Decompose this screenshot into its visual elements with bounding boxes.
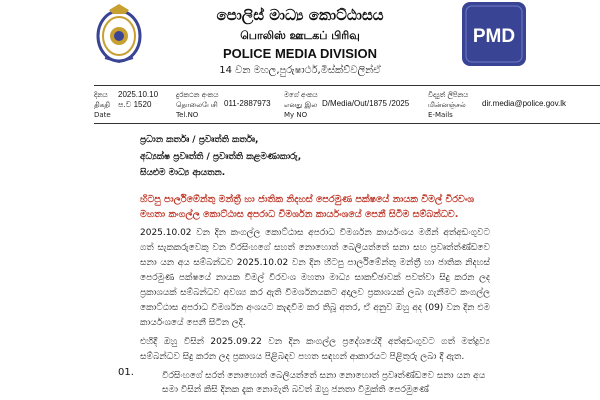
address: 14 වන මහල,පුරුෂාර්ථ,මිස්ක්ව්වලින්ඒ xyxy=(219,65,381,76)
date-label-si: දිනය xyxy=(94,91,108,99)
title-sinhala: පොලිස් මාධ්‍ය කොට්ඨාසය xyxy=(216,6,384,24)
date-value-block xyxy=(118,90,158,110)
myno-label-si: මගේ අංකය xyxy=(284,91,318,99)
date-value: 2025.10.10 xyxy=(118,90,159,99)
title-tamil: பொலிஸ் ஊடகப் பிரிவு xyxy=(240,29,360,42)
addressee-line-2: අධ්‍යක්ෂ ප්‍රවෘත්ති / ප්‍රවෘත්ති කළමණාකාරු, xyxy=(140,152,302,162)
tel-label-en: Tel.NO xyxy=(176,111,199,119)
myno-block xyxy=(284,90,318,120)
body-paragraph-1: 2025.10.02 වන දින කංගල්ල කොට්ඨාස අපරාධ විමර්ශන කාර්යංශය මගින් අත්අඩංගුවට ගත් සැකකරුවෙකු වන විරසිංහගේ සහත් නොහොත් බෙලියත්තේ සනා සහ ප්‍රවෘත්ත්ණ්ඩවෙ සනා යන අය සම්බන්ධව 2025.10.02 වන දින හිටපු පාර්ලිමේන්තු මන්ත්‍රී හා ජාතික නිදහස් පෙරමුණ පක්ෂයේ නායක විමල් වීරවංශ මහතා මාධ්‍ය සාකච්ඡාවක් පවත්වා සිදු කරන ලද ප්‍රකාශයක් සම්බන්ධව අවශ්‍ය කර ඇති විමර්ශනයකට අදාලව ප්‍රකාශයක් ලබා ගැනීමට කංගල්ල කොට්ඨාස අපරාධ විමර්ශන අංශයට කැඳවීම කර තිබූ අතර, ඒ අනුව ඔහු අද (09) වන දින එම කාර්යංශයේ පෙනී සිටින ලදී. xyxy=(140,228,490,328)
tel-value-block xyxy=(224,99,271,109)
meta-divider-bottom xyxy=(94,123,600,124)
subject-line: හිටපු පාර්ලිමේන්තු මන්ත්‍රී හා ජාතික නිදහස් පෙරමුණ පක්ෂයේ නායක විමල් වීරවංශ මහතා කංගල්ල කොට්ඨාස අපරාධ විමර්ශන කාර්යංශයේ පෙනී සිටීම සම්බන්ධව. xyxy=(140,194,475,220)
pmd-logo xyxy=(462,2,526,66)
list-item-number: 01. xyxy=(118,367,134,378)
addressee-line-3: සියළුම මාධ්‍ය ආයතන. xyxy=(140,168,226,178)
meta-divider-top xyxy=(94,85,600,86)
title-english: POLICE MEDIA DIVISION xyxy=(222,46,378,61)
date-label-en: Date xyxy=(94,111,111,119)
pmd-logo-text: PMD xyxy=(472,26,516,47)
list-item-text: විරසිංහගේ සරත් නොහොත් බෙලියත්තේ සනා නොහොත් ප්‍රවෘත්ණ්ඩවෙ සනා යන අය සමා විසින් කිසි දිනක දැක නොමැති බවත් ඔහු ජනතා විමුක්ති පෙරමුණේ xyxy=(162,371,486,395)
myno-value-block xyxy=(322,99,409,109)
email-label-si: විද්‍යුත් ලිපිනය xyxy=(428,91,469,99)
police-emblem-logo xyxy=(95,2,143,64)
myno-label-ta: எனது இல xyxy=(284,101,318,109)
tel-value: 011-2887973 xyxy=(224,99,271,108)
addressee-line-1: ප්‍රධාන කර්තෘ / ප්‍රවෘත්ති කර්තෘ, xyxy=(140,135,259,145)
email-block xyxy=(428,90,468,120)
email-value: dir.media@police.gov.lk xyxy=(482,99,567,108)
body-paragraph-2: එහිදී ඔහු විසින් 2025.09.22 වන දින කංගල්ල ප්‍රදේශයේදී අත්අඩංගුවට ගත් මත්ද්‍රව්‍ය සම්බන්ධව සිදු කරන ලද ප්‍රකාශය පිළිබඳව පහත සඳහන් ආකාරයට පිළිතුරු ලබා දී ඇත. xyxy=(140,337,490,362)
myno-value: D/Media/Out/1875 /2025 xyxy=(322,99,410,108)
tel-label-si: දුරකථන අංකය xyxy=(176,91,219,99)
email-value-block xyxy=(482,99,566,109)
email-label-en: E-Mails xyxy=(428,111,453,119)
tel-block xyxy=(176,90,218,120)
time-value: ප.ව 1520 xyxy=(118,100,152,109)
date-label-ta: திகதி xyxy=(94,101,110,109)
date-block xyxy=(94,90,111,120)
myno-label-en: My NO xyxy=(284,111,308,119)
email-label-ta: மின்னஞ்சல் xyxy=(428,101,466,109)
tel-label-ta: தொலைபேசி xyxy=(176,101,218,109)
